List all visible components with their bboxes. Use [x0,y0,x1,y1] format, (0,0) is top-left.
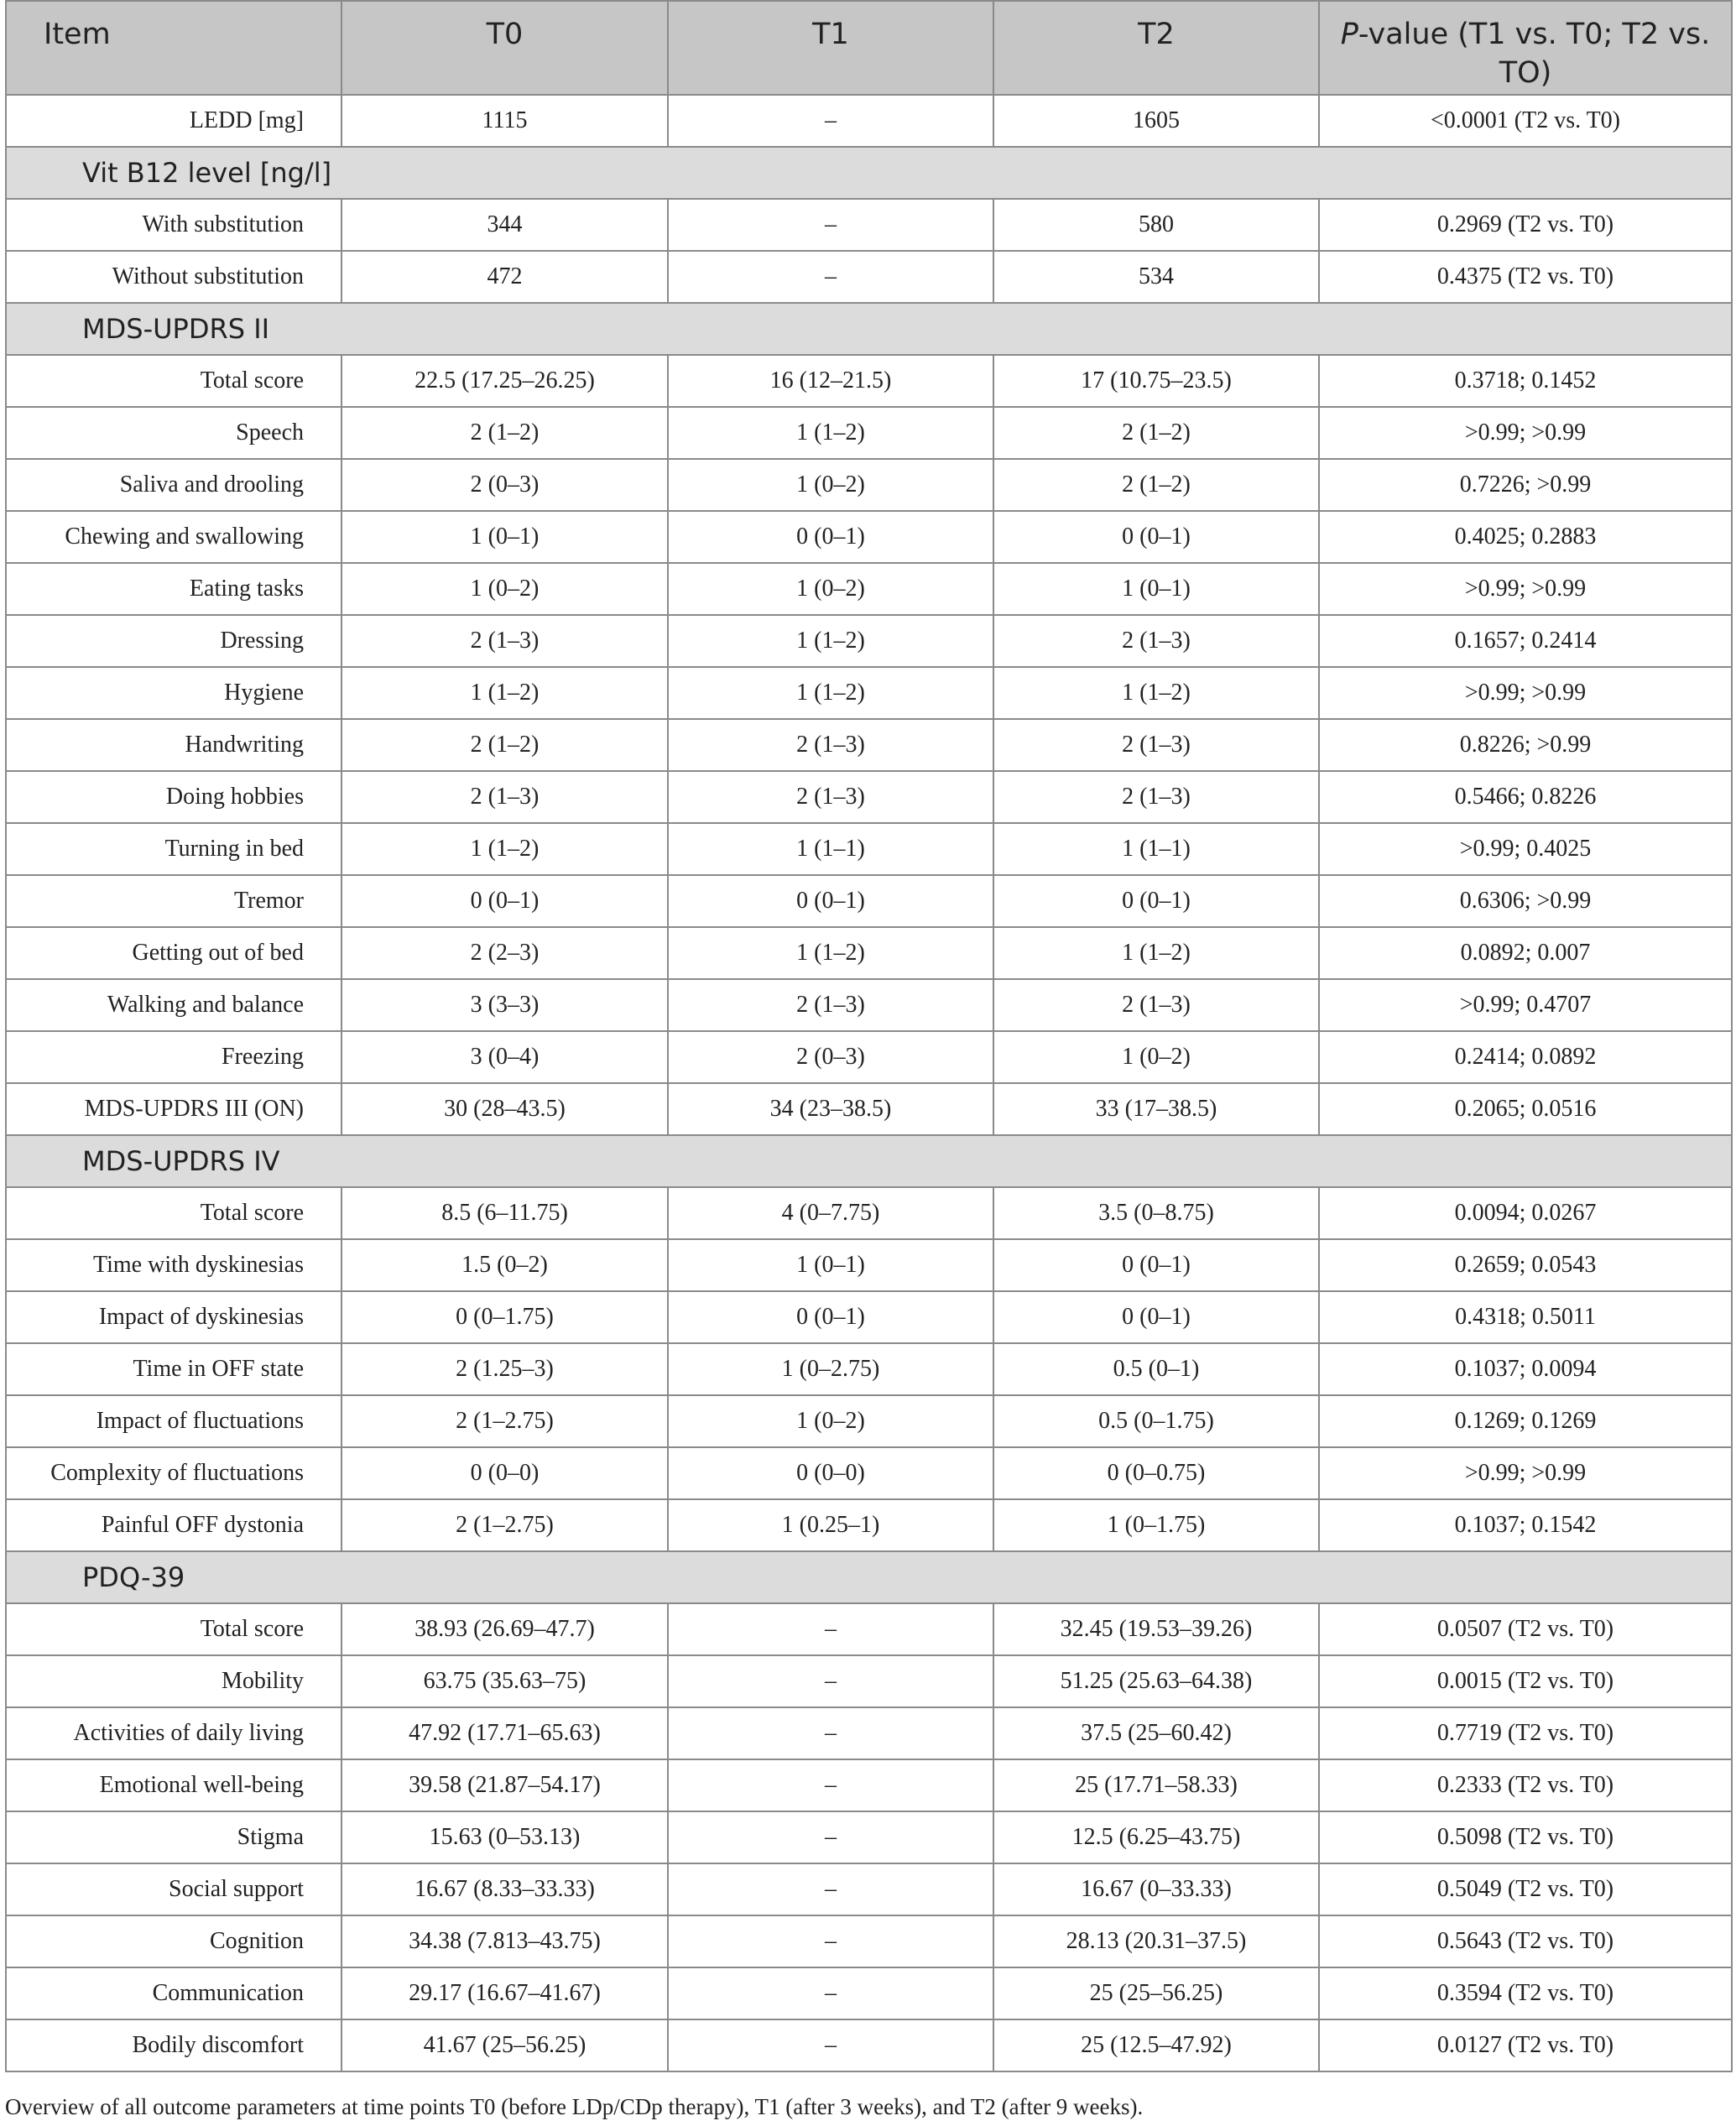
cell-item: Communication [6,1967,341,2019]
cell-item: Cognition [6,1915,341,1967]
cell-t0: 2 (0–3) [341,459,668,511]
cell-t2: 1 (0–1) [993,563,1319,615]
table-row [6,927,1732,979]
cell-item: Time with dyskinesias [6,1239,341,1291]
cell-t0: 30 (28–43.5) [341,1083,668,1135]
cell-t0: 0 (0–0) [341,1447,668,1499]
cell-t2: 580 [993,199,1319,251]
cell-t0: 1.5 (0–2) [341,1239,668,1291]
cell-t2: 0.5 (0–1.75) [993,1395,1319,1447]
cell-t2: 1 (0–1.75) [993,1499,1319,1551]
cell-t2: 3.5 (0–8.75) [993,1187,1319,1239]
cell-t0: 3 (3–3) [341,979,668,1031]
cell-t0: 2 (1–2) [341,407,668,459]
cell-t1: – [668,199,993,251]
cell-t0: 2 (1.25–3) [341,1343,668,1395]
cell-pvalue: 0.5466; 0.8226 [1319,771,1732,823]
section-heading: Vit B12 level [ng/l] [6,147,1732,199]
cell-t2: 1 (1–1) [993,823,1319,875]
header-item: Item [6,1,341,95]
cell-item: Emotional well-being [6,1759,341,1811]
cell-item: Tremor [6,875,341,927]
cell-item: Getting out of bed [6,927,341,979]
cell-pvalue: 0.1037; 0.0094 [1319,1343,1732,1395]
cell-t2: 16.67 (0–33.33) [993,1863,1319,1915]
table-row [6,1655,1732,1707]
cell-t0: 2 (1–2.75) [341,1499,668,1551]
cell-item: Complexity of fluctuations [6,1447,341,1499]
header-pvalue-rest: -value (T1 vs. T0; T2 vs. TO) [1358,18,1711,90]
section-row [6,147,1732,199]
table-row [6,771,1732,823]
cell-t1: 2 (1–3) [668,719,993,771]
cell-t2: 2 (1–3) [993,771,1319,823]
cell-t1: – [668,1655,993,1707]
cell-t1: 0 (0–1) [668,511,993,563]
table-row [6,1291,1732,1343]
cell-t1: – [668,2019,993,2071]
cell-t0: 1 (0–1) [341,511,668,563]
cell-t1: 1 (1–2) [668,407,993,459]
cell-item: With substitution [6,199,341,251]
cell-item: Stigma [6,1811,341,1863]
cell-pvalue: 0.1657; 0.2414 [1319,615,1732,667]
table-row [6,979,1732,1031]
cell-t2: 32.45 (19.53–39.26) [993,1603,1319,1655]
cell-t0: 1 (1–2) [341,823,668,875]
cell-item: Dressing [6,615,341,667]
cell-t2: 1 (1–2) [993,667,1319,719]
cell-pvalue: 0.8226; >0.99 [1319,719,1732,771]
cell-item: Walking and balance [6,979,341,1031]
cell-t0: 8.5 (6–11.75) [341,1187,668,1239]
cell-pvalue: 0.2414; 0.0892 [1319,1031,1732,1083]
table-caption: Overview of all outcome parameters at time points T0 (before LDp/CDp therapy), T1 (after 3 weeks), and T2 (after 9 weeks). [5,2094,1144,2119]
cell-t2: 25 (12.5–47.92) [993,2019,1319,2071]
cell-item: Bodily discomfort [6,2019,341,2071]
cell-t1: 2 (1–3) [668,771,993,823]
cell-t0: 0 (0–1) [341,875,668,927]
cell-item: Total score [6,1187,341,1239]
cell-pvalue: >0.99; 0.4025 [1319,823,1732,875]
cell-t0: 2 (1–3) [341,771,668,823]
cell-t1: – [668,1915,993,1967]
cell-t0: 1 (1–2) [341,667,668,719]
cell-item: Eating tasks [6,563,341,615]
table-row [6,1499,1732,1551]
cell-t0: 39.58 (21.87–54.17) [341,1759,668,1811]
cell-item: MDS-UPDRS III (ON) [6,1083,341,1135]
cell-t2: 1 (1–2) [993,927,1319,979]
cell-t2: 1 (0–2) [993,1031,1319,1083]
header-t2: T2 [993,1,1319,95]
cell-t0: 38.93 (26.69–47.7) [341,1603,668,1655]
table-header [6,1,1732,95]
table-row [6,407,1732,459]
table-row [6,1447,1732,1499]
cell-pvalue: 0.4375 (T2 vs. T0) [1319,251,1732,303]
cell-t1: – [668,1603,993,1655]
cell-pvalue: 0.7226; >0.99 [1319,459,1732,511]
table-row [6,667,1732,719]
cell-pvalue: <0.0001 (T2 vs. T0) [1319,95,1732,147]
cell-t2: 1605 [993,95,1319,147]
cell-t0: 344 [341,199,668,251]
table-row [6,1395,1732,1447]
cell-t0: 2 (1–2) [341,719,668,771]
table-row [6,1239,1732,1291]
cell-t1: – [668,251,993,303]
cell-t1: 0 (0–1) [668,875,993,927]
table-row [6,823,1732,875]
cell-t1: 16 (12–21.5) [668,355,993,407]
cell-pvalue: 0.4318; 0.5011 [1319,1291,1732,1343]
table-row [6,1967,1732,2019]
cell-item: Mobility [6,1655,341,1707]
table-row [6,1811,1732,1863]
cell-t1: 2 (0–3) [668,1031,993,1083]
cell-t2: 25 (25–56.25) [993,1967,1319,2019]
cell-t2: 17 (10.75–23.5) [993,355,1319,407]
cell-item: Saliva and drooling [6,459,341,511]
table-row [6,1083,1732,1135]
header-pvalue [1319,1,1732,95]
header-row [6,1,1732,95]
cell-t2: 2 (1–2) [993,459,1319,511]
cell-item: LEDD [mg] [6,95,341,147]
table-row [6,563,1732,615]
cell-t2: 28.13 (20.31–37.5) [993,1915,1319,1967]
cell-pvalue: 0.2659; 0.0543 [1319,1239,1732,1291]
cell-t0: 2 (1–2.75) [341,1395,668,1447]
cell-pvalue: 0.6306; >0.99 [1319,875,1732,927]
cell-t2: 37.5 (25–60.42) [993,1707,1319,1759]
section-heading: MDS-UPDRS II [6,303,1732,355]
section-row [6,1551,1732,1603]
cell-t2: 534 [993,251,1319,303]
cell-t2: 0 (0–1) [993,875,1319,927]
table-row [6,1707,1732,1759]
cell-item: Without substitution [6,251,341,303]
cell-pvalue: >0.99; >0.99 [1319,667,1732,719]
cell-t0: 29.17 (16.67–41.67) [341,1967,668,2019]
cell-t1: 1 (0–1) [668,1239,993,1291]
cell-t1: 1 (1–2) [668,615,993,667]
cell-t0: 22.5 (17.25–26.25) [341,355,668,407]
cell-pvalue: >0.99; 0.4707 [1319,979,1732,1031]
cell-t1: 1 (0–2.75) [668,1343,993,1395]
cell-t2: 0.5 (0–1) [993,1343,1319,1395]
cell-item: Painful OFF dystonia [6,1499,341,1551]
cell-t1: – [668,1967,993,2019]
cell-t1: – [668,1707,993,1759]
cell-t0: 2 (2–3) [341,927,668,979]
table-row [6,1915,1732,1967]
cell-t1: 1 (1–2) [668,927,993,979]
table-row [6,459,1732,511]
section-row [6,303,1732,355]
cell-pvalue: 0.2333 (T2 vs. T0) [1319,1759,1732,1811]
cell-t0: 41.67 (25–56.25) [341,2019,668,2071]
cell-t0: 2 (1–3) [341,615,668,667]
cell-pvalue: 0.0127 (T2 vs. T0) [1319,2019,1732,2071]
table-row [6,615,1732,667]
cell-t0: 34.38 (7.813–43.75) [341,1915,668,1967]
cell-pvalue: 0.5643 (T2 vs. T0) [1319,1915,1732,1967]
cell-pvalue: 0.0094; 0.0267 [1319,1187,1732,1239]
cell-t0: 1115 [341,95,668,147]
cell-t0: 0 (0–1.75) [341,1291,668,1343]
table-row [6,95,1732,147]
cell-pvalue: 0.2969 (T2 vs. T0) [1319,199,1732,251]
cell-t0: 1 (0–2) [341,563,668,615]
cell-t2: 2 (1–3) [993,615,1319,667]
cell-t2: 0 (0–1) [993,1239,1319,1291]
cell-t0: 15.63 (0–53.13) [341,1811,668,1863]
table-row [6,1343,1732,1395]
cell-pvalue: 0.4025; 0.2883 [1319,511,1732,563]
cell-pvalue: 0.3594 (T2 vs. T0) [1319,1967,1732,2019]
cell-pvalue: 0.0892; 0.007 [1319,927,1732,979]
section-heading: PDQ-39 [6,1551,1732,1603]
cell-t1: 1 (1–1) [668,823,993,875]
cell-item: Hygiene [6,667,341,719]
cell-t2: 51.25 (25.63–64.38) [993,1655,1319,1707]
cell-t0: 472 [341,251,668,303]
cell-item: Doing hobbies [6,771,341,823]
table-row [6,1863,1732,1915]
cell-item: Social support [6,1863,341,1915]
cell-t1: 1 (0.25–1) [668,1499,993,1551]
cell-t2: 0 (0–1) [993,1291,1319,1343]
cell-t0: 16.67 (8.33–33.33) [341,1863,668,1915]
cell-pvalue: >0.99; >0.99 [1319,563,1732,615]
cell-t2: 2 (1–3) [993,719,1319,771]
section-row [6,1135,1732,1187]
table-row [6,875,1732,927]
header-pvalue-italic-p: P [1340,18,1358,51]
cell-item: Impact of dyskinesias [6,1291,341,1343]
cell-t1: – [668,95,993,147]
table-row [6,1603,1732,1655]
cell-item: Total score [6,355,341,407]
cell-t1: 0 (0–1) [668,1291,993,1343]
section-heading: MDS-UPDRS IV [6,1135,1732,1187]
table-row [6,251,1732,303]
cell-t1: 1 (0–2) [668,563,993,615]
cell-item: Total score [6,1603,341,1655]
table-body [6,95,1732,2071]
cell-item: Speech [6,407,341,459]
cell-pvalue: 0.7719 (T2 vs. T0) [1319,1707,1732,1759]
cell-t1: 1 (0–2) [668,459,993,511]
table-row [6,511,1732,563]
cell-pvalue: 0.3718; 0.1452 [1319,355,1732,407]
cell-t2: 25 (17.71–58.33) [993,1759,1319,1811]
cell-item: Time in OFF state [6,1343,341,1395]
cell-t1: – [668,1863,993,1915]
cell-t2: 2 (1–3) [993,979,1319,1031]
cell-pvalue: 0.5049 (T2 vs. T0) [1319,1863,1732,1915]
cell-pvalue: 0.0507 (T2 vs. T0) [1319,1603,1732,1655]
table-row [6,1031,1732,1083]
cell-t0: 47.92 (17.71–65.63) [341,1707,668,1759]
cell-item: Turning in bed [6,823,341,875]
cell-t1: 34 (23–38.5) [668,1083,993,1135]
cell-item: Impact of fluctuations [6,1395,341,1447]
outcome-table [5,0,1733,2072]
cell-t1: 1 (0–2) [668,1395,993,1447]
cell-pvalue: >0.99; >0.99 [1319,1447,1732,1499]
header-t0: T0 [341,1,668,95]
cell-item: Activities of daily living [6,1707,341,1759]
cell-item: Handwriting [6,719,341,771]
cell-t2: 12.5 (6.25–43.75) [993,1811,1319,1863]
header-t1: T1 [668,1,993,95]
table-row [6,2019,1732,2071]
cell-t2: 33 (17–38.5) [993,1083,1319,1135]
table-row [6,1187,1732,1239]
cell-t1: 2 (1–3) [668,979,993,1031]
cell-pvalue: >0.99; >0.99 [1319,407,1732,459]
cell-pvalue: 0.1269; 0.1269 [1319,1395,1732,1447]
cell-t2: 0 (0–0.75) [993,1447,1319,1499]
cell-t1: 1 (1–2) [668,667,993,719]
cell-pvalue: 0.0015 (T2 vs. T0) [1319,1655,1732,1707]
cell-t2: 2 (1–2) [993,407,1319,459]
cell-pvalue: 0.1037; 0.1542 [1319,1499,1732,1551]
cell-pvalue: 0.2065; 0.0516 [1319,1083,1732,1135]
cell-pvalue: 0.5098 (T2 vs. T0) [1319,1811,1732,1863]
cell-t1: 0 (0–0) [668,1447,993,1499]
table-row [6,719,1732,771]
cell-item: Freezing [6,1031,341,1083]
table-row [6,355,1732,407]
cell-t1: – [668,1811,993,1863]
cell-t2: 0 (0–1) [993,511,1319,563]
cell-item: Chewing and swallowing [6,511,341,563]
cell-t1: – [668,1759,993,1811]
table-row [6,1759,1732,1811]
cell-t0: 3 (0–4) [341,1031,668,1083]
cell-t0: 63.75 (35.63–75) [341,1655,668,1707]
table-row [6,199,1732,251]
cell-t1: 4 (0–7.75) [668,1187,993,1239]
